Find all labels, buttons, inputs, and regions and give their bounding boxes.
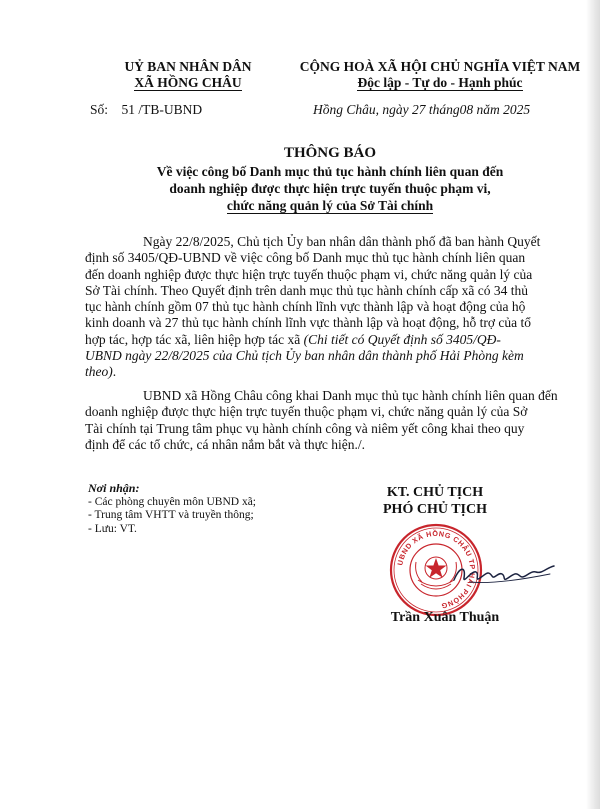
- p1-line: đến doanh nghiệp được thực hiện trực tuyến thuộc phạm vi, chức năng quản lý của: [85, 266, 533, 282]
- p1-line: Sở Tài chính. Theo Quyết định trên danh mục thủ tục hành chính cấp xã có 34 thủ: [85, 282, 529, 298]
- subject-line-3-text: chức năng quản lý của Sở Tài chính: [226, 198, 434, 213]
- number-value: 51 /TB-UBND: [121, 102, 203, 117]
- place-date: Hồng Châu, ngày 27 tháng08 năm 2025: [313, 102, 531, 117]
- p1-line: [85, 332, 590, 348]
- p1-line-7-italic: (Chi tiết có Quyết định số 3405/QĐ-: [303, 331, 501, 347]
- document-type: THÔNG BÁO: [283, 145, 377, 161]
- motto-line: [290, 75, 590, 91]
- recipient-item: - Các phòng chuyên môn UBND xã;: [88, 495, 256, 508]
- p1-line-7-plain: hợp tác, hợp tác xã, liên hiệp hợp tác xã: [85, 331, 304, 347]
- signature-role-1: KT. CHỦ TỊCH: [386, 485, 484, 500]
- paragraph-1: [85, 234, 590, 381]
- national-motto: [290, 59, 590, 91]
- paragraph-2: [85, 388, 590, 453]
- p2-line: định để các tổ chức, cá nhân nắm bắt và thực hiện./.: [85, 436, 366, 452]
- p1-line: định số 3405/QĐ-UBND về việc công bố Danh mục thủ tục hành chính liên quan: [85, 250, 526, 266]
- number-label: Số:: [90, 102, 109, 117]
- subject-line-3: [95, 197, 565, 214]
- p2-line: doanh nghiệp được thực hiện trực tuyến thuộc phạm vi, chức năng quản lý của Sở: [85, 404, 528, 420]
- p1-line-9-end: .: [112, 364, 117, 380]
- authority-commune: XÃ HỒNG CHÂU: [134, 75, 242, 90]
- p1-line-9-italic: theo): [85, 364, 113, 380]
- recipients-heading: Nơi nhận:: [88, 481, 140, 495]
- motto-text: Độc lập - Tự do - Hạnh phúc: [357, 75, 523, 90]
- signer-name: Trần Xuân Thuận: [390, 610, 500, 625]
- p1-line: Ngày 22/8/2025, Chủ tịch Ủy ban nhân dân thành phố đã ban hành Quyết: [143, 234, 541, 249]
- signature-title: [345, 484, 525, 518]
- document-number: [90, 102, 202, 118]
- signature-role-2: PHÓ CHỦ TỊCH: [383, 502, 487, 517]
- p2-line: UBND xã Hồng Châu công khai Danh mục thủ tục hành chính liên quan đến: [143, 388, 558, 403]
- p1-line-9: [85, 364, 590, 380]
- recipient-item: - Lưu: VT.: [88, 522, 137, 535]
- recipients: [88, 482, 256, 536]
- p1-line: tục hành chính gồm 07 thủ tục hành chính lĩnh vực thành lập và hoạt động của hộ: [85, 299, 526, 315]
- subject-line-2: doanh nghiệp được thực hiện trực tuyến thuộc phạm vi,: [169, 181, 491, 196]
- issuing-authority: [88, 59, 288, 91]
- nation-name: CỘNG HOÀ XÃ HỘI CHỦ NGHĨA VIỆT NAM: [299, 59, 581, 74]
- subject-line-1: Về việc công bố Danh mục thủ tục hành chính liên quan đến: [156, 164, 504, 179]
- p1-line-8-italic: UBND ngày 22/8/2025 của Chủ tịch Ủy ban nhân dân thành phố Hải Phòng kèm: [85, 348, 524, 364]
- seal-text: UBND XÃ HỒNG CHÂU TP HẢI PHÒNG: [395, 528, 478, 611]
- authority-line-1: UỶ BAN NHÂN DÂN: [124, 59, 252, 74]
- document-subject: [95, 163, 565, 214]
- p2-line: Tài chính tại Trung tâm phục vụ hành chính công và niêm yết công khai theo quy: [85, 420, 525, 436]
- recipient-item: - Trung tâm VHTT và truyền thông;: [88, 509, 254, 522]
- authority-line-2: [88, 75, 288, 91]
- handwritten-signature-icon: [450, 560, 560, 590]
- p1-line: kinh doanh và 27 thủ tục hành chính lĩnh vực thành lập và hoạt động, hỗ trợ của tổ: [85, 315, 531, 331]
